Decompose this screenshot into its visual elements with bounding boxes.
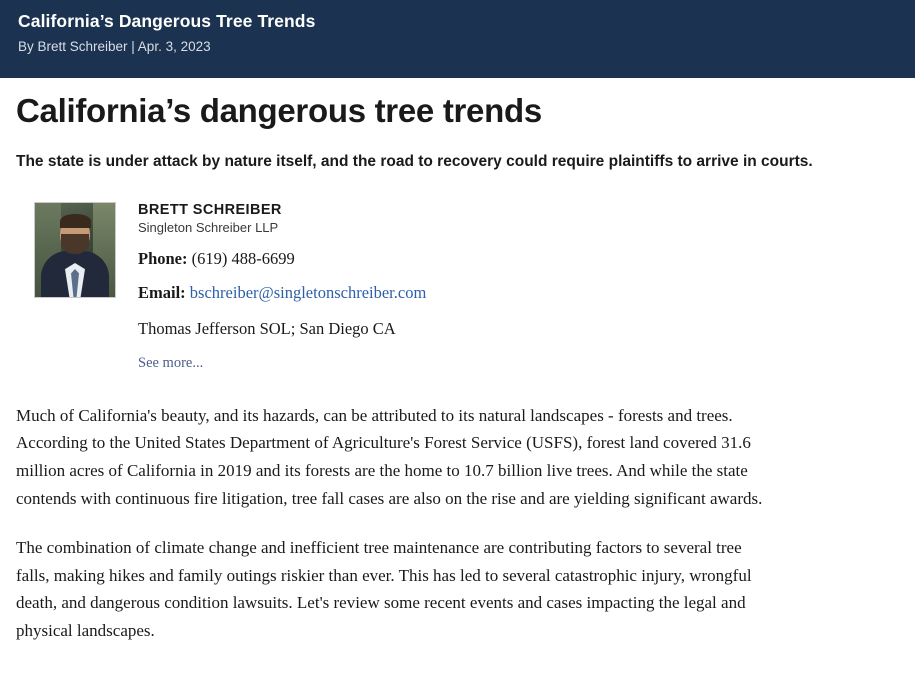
header-byline: By Brett Schreiber | Apr. 3, 2023 [18, 38, 211, 54]
author-card [16, 202, 899, 372]
phone-label: Phone: [138, 248, 188, 268]
email-link[interactable]: bschreiber@singletonschreiber.com [189, 282, 427, 302]
page-header [0, 0, 915, 78]
avatar-hair [60, 214, 91, 228]
phone-value: (619) 488-6699 [191, 248, 295, 268]
author-name: BRETT SCHREIBER [138, 201, 282, 218]
author-location: Thomas Jefferson SOL; San Diego CA [138, 318, 396, 338]
article-header [0, 92, 915, 372]
page-title: California’s dangerous tree trends [16, 92, 542, 129]
header-title: California’s Dangerous Tree Trends [18, 11, 316, 31]
avatar [34, 202, 116, 298]
author-details [138, 202, 426, 372]
author-firm: Singleton Schreiber LLP [138, 219, 279, 235]
see-more-link[interactable]: See more... [138, 354, 204, 371]
author-email-row [138, 283, 426, 303]
article-deck: The state is under attack by nature itself, and the road to recovery could require plaintiffs to arrive in courts. [16, 152, 813, 170]
article-body [0, 402, 915, 644]
body-paragraph: The combination of climate change and inefficient tree maintenance are contributing factors to several tree falls, making hikes and family outings riskier than ever. This has led to several catastrophic injury, wrongful death, and dangerous condition lawsuits. Let's review some recent events and cases impacting the legal and physical landscapes. [16, 538, 752, 640]
body-paragraph: Much of California's beauty, and its hazards, can be attributed to its natural landscapes - forests and trees. According to the United States Department of Agriculture's Forest Service (USFS), forest land covered 31.6 million acres of California in 2019 and its forests are the home to 10.7 billion live trees. And while the state contends with continuous fire litigation, tree fall cases are also on the rise and are yielding significant awards. [16, 405, 763, 508]
email-label: Email: [138, 282, 186, 302]
avatar-beard [61, 234, 89, 254]
author-phone-row [138, 249, 426, 269]
